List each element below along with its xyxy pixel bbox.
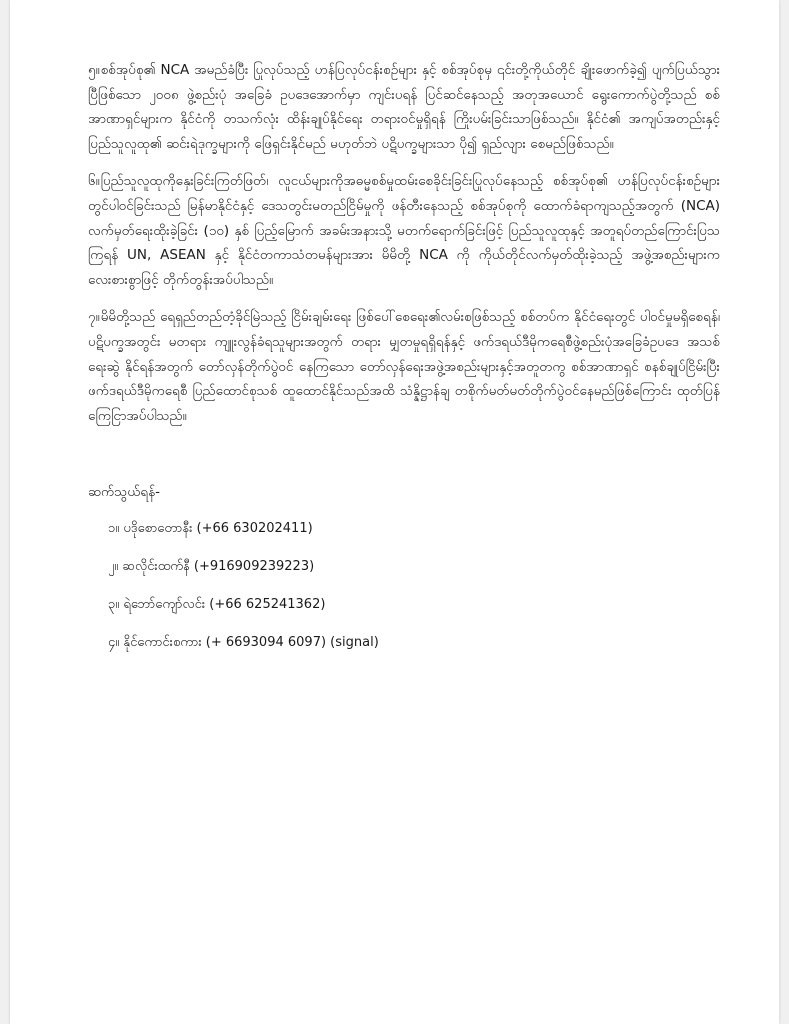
paragraph-text: မိမိတို့သည် ရေရှည်တည်တံ့ခိုင်မြဲသည့် ငြိမ်းချမ်းရေး ဖြစ်ပေါ်စေရေး၏လမ်းစဖြစ်သည့် စစ်တပ်က နိုင်ငံရေးတွင် ပါဝင်မှုမရှိစေရန်၊ ပဋိပက္ခအတွင်း မတရား ကျူးလွန်ခံရသူများအတွက် တရား မျှတမှုရရှိရန်နှင့် ဖက်ဒရယ်ဒီမိုကရေစီဖွဲ့စည်းပုံအခြေခံဥပဒေ အသစ်ရေးဆွဲ နိုင်ရန်အတွက် တော်လှန်တိုက်ပွဲဝင် နေကြသော တော်လှန်ရေးအဖွဲ့အစည်းများနှင့်အတူတကွ စစ်အာဏာရှင် စနစ်ချုပ်ငြိမ်းပြီး ဖက်ဒရယ်ဒီမိုကရေစီ ပြည်ထောင်စုသစ် ထူထောင်နိုင်သည်အထိ သံန္နိဋ္ဌာန်ချ တစိုက်မတ်မတ်တိုက်ပွဲဝင်နေမည်ဖြစ်ကြောင်း ထုတ်ပြန် ကြေငြာအပ်ပါသည်။ [88,309,720,424]
contact-item: ၄။ နိုင်ကောင်းစကား (+ 6693094 6097) (signal) [108,635,379,651]
paragraph-number: ၆။ [88,173,100,190]
paragraph-6 [88,169,720,292]
paragraph-7 [88,305,720,428]
contact-heading: ဆက်သွယ်ရန်- [88,484,161,501]
paragraph-number: ၅။ [88,62,100,78]
contact-item: ၃။ ရဲဘော်ကျော်လင်း (+66 625241362) [108,597,326,613]
contact-item: ၁။ ပဒိုစောတောနီး (+66 630202411) [108,521,313,537]
document-page [10,0,779,1024]
paragraph-text: ပြည်သူလူထုကိုနှေးခြင်းကြတ်ဖြတ်၊ လူငယ်များကိုအဓမ္မစစ်မှုထမ်းစေခိုင်းခြင်းပြုလုပ်နေသည့် စစ်အုပ်စု၏ ဟန်ပြလုပ်ငန်းစဉ်များ တွင်ပါဝင်ခြင်းသည် မြန်မာနိုင်ငံနှင့် ဒေသတွင်းမတည်ငြိမ်မှုကို ဖန်တီးနေသည့် စစ်အုပ်စုကို ထောက်ခံရာကျသည့်အတွက် (NCA) လက်မှတ်ရေးထိုးခဲ့ခြင်း (၁၀) နှစ် ပြည့်မြောက် အခမ်းအနားသို့ မတက်ရောက်ခြင်းဖြင့် ပြည်သူလူထုနှင့် အတူရပ်တည်ကြောင်းပြသကြရန် UN, ASEAN နှင့် နိုင်ငံတကာသံတမန်များအား မိမိတို့ NCA ကို ကိုယ်တိုင်လက်မှတ်ထိုးခဲ့သည့် အဖွဲ့အစည်းများက လေးစားစွာဖြင့် တိုက်တွန်းအပ်ပါသည်။ [88,173,720,288]
contact-list [88,518,720,654]
contact-item: ၂။ ဆလိုင်းထက်နီ (+916909239223) [108,559,315,575]
paragraph-number: ၇။ [88,309,100,326]
paragraph-text: စစ်အုပ်စု၏ NCA အမည်ခံပြီး ပြုလုပ်သည့် ဟန်ပြလုပ်ငန်းစဉ်များ နှင့် စစ်အုပ်စုမှ ၎င်းတို့ကိုယ်တိုင် ချိုးဖောက်ခဲ့၍ ပျက်ပြယ်သွားပြီဖြစ်သော ၂၀၀၈ ဖွဲ့စည်းပုံ အခြေခံ ဥပဒေအောက်မှာ ကျင်းပရန် ပြင်ဆင်နေသည့် အတုအယောင် ရွေးကောက်ပွဲတို့သည် စစ်အာဏာရှင်များက နိုင်ငံကို တသက်လုံး ထိန်းချုပ်နိုင်ရေး တရားဝင်မှုရှိရန် ကြိုးပမ်းခြင်းသာဖြစ်သည်။ နိုင်ငံ၏ အကျပ်အတည်းနှင့် ပြည်သူလူထု၏ ဆင်းရဲဒုက္ခများကို ဖြေရှင်းနိုင်မည် မဟုတ်ဘဲ ပဋိပက္ခများသာ ပို၍ ရှည်လျား စေမည်ဖြစ်သည်။ [88,62,720,152]
paragraph-5 [88,58,720,156]
document-body [88,58,720,670]
